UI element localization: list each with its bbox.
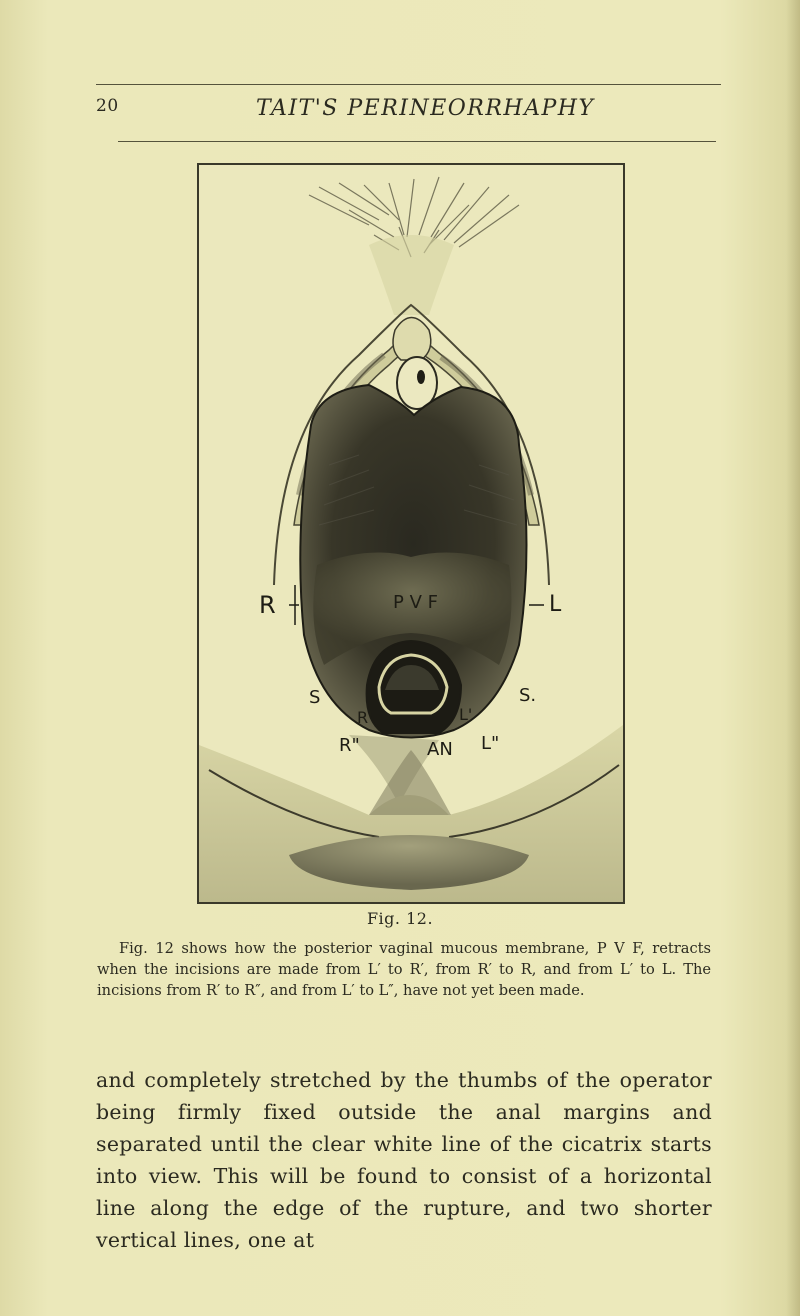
label-s-right: S. [519, 685, 537, 706]
caption-text: Fig. 12 shows how the posterior vaginal mucous membrane, P V F, retracts when the incisions are made from L′ to R′, from R′ to R, and from L′ to L. The incisions from R′ to R″, and from L′ to L″, have not yet been made. [97, 940, 711, 999]
label-l-prime: L' [459, 705, 473, 724]
label-l-double: L" [481, 733, 500, 754]
figure-caption [97, 938, 711, 1001]
label-r-double: R" [339, 735, 360, 756]
illustration-drawing [199, 165, 623, 902]
label-an: AN [427, 739, 453, 760]
label-r: R [259, 591, 276, 619]
body-text [96, 1064, 712, 1256]
label-pvf: P V F [393, 592, 438, 613]
anatomical-illustration [197, 163, 625, 904]
label-s-left: S [309, 687, 321, 708]
header-rule-top [96, 84, 721, 85]
running-head: TAIT'S PERINEORRHAPHY [256, 96, 595, 121]
figure-label: Fig. 12. [366, 909, 434, 928]
label-l: L [549, 592, 562, 617]
header-rule-bottom [118, 141, 716, 142]
page-number: 20 [96, 96, 119, 116]
label-r-prime: R' [357, 708, 373, 727]
body-paragraph: and completely stretched by the thumbs of the operator being firmly fixed outside the anal margins and separated until the clear white line of the cicatrix starts into view. This will be found to consist of a horizontal line along the edge of the rupture, and two shorter vertical lines, one at [96, 1068, 712, 1252]
